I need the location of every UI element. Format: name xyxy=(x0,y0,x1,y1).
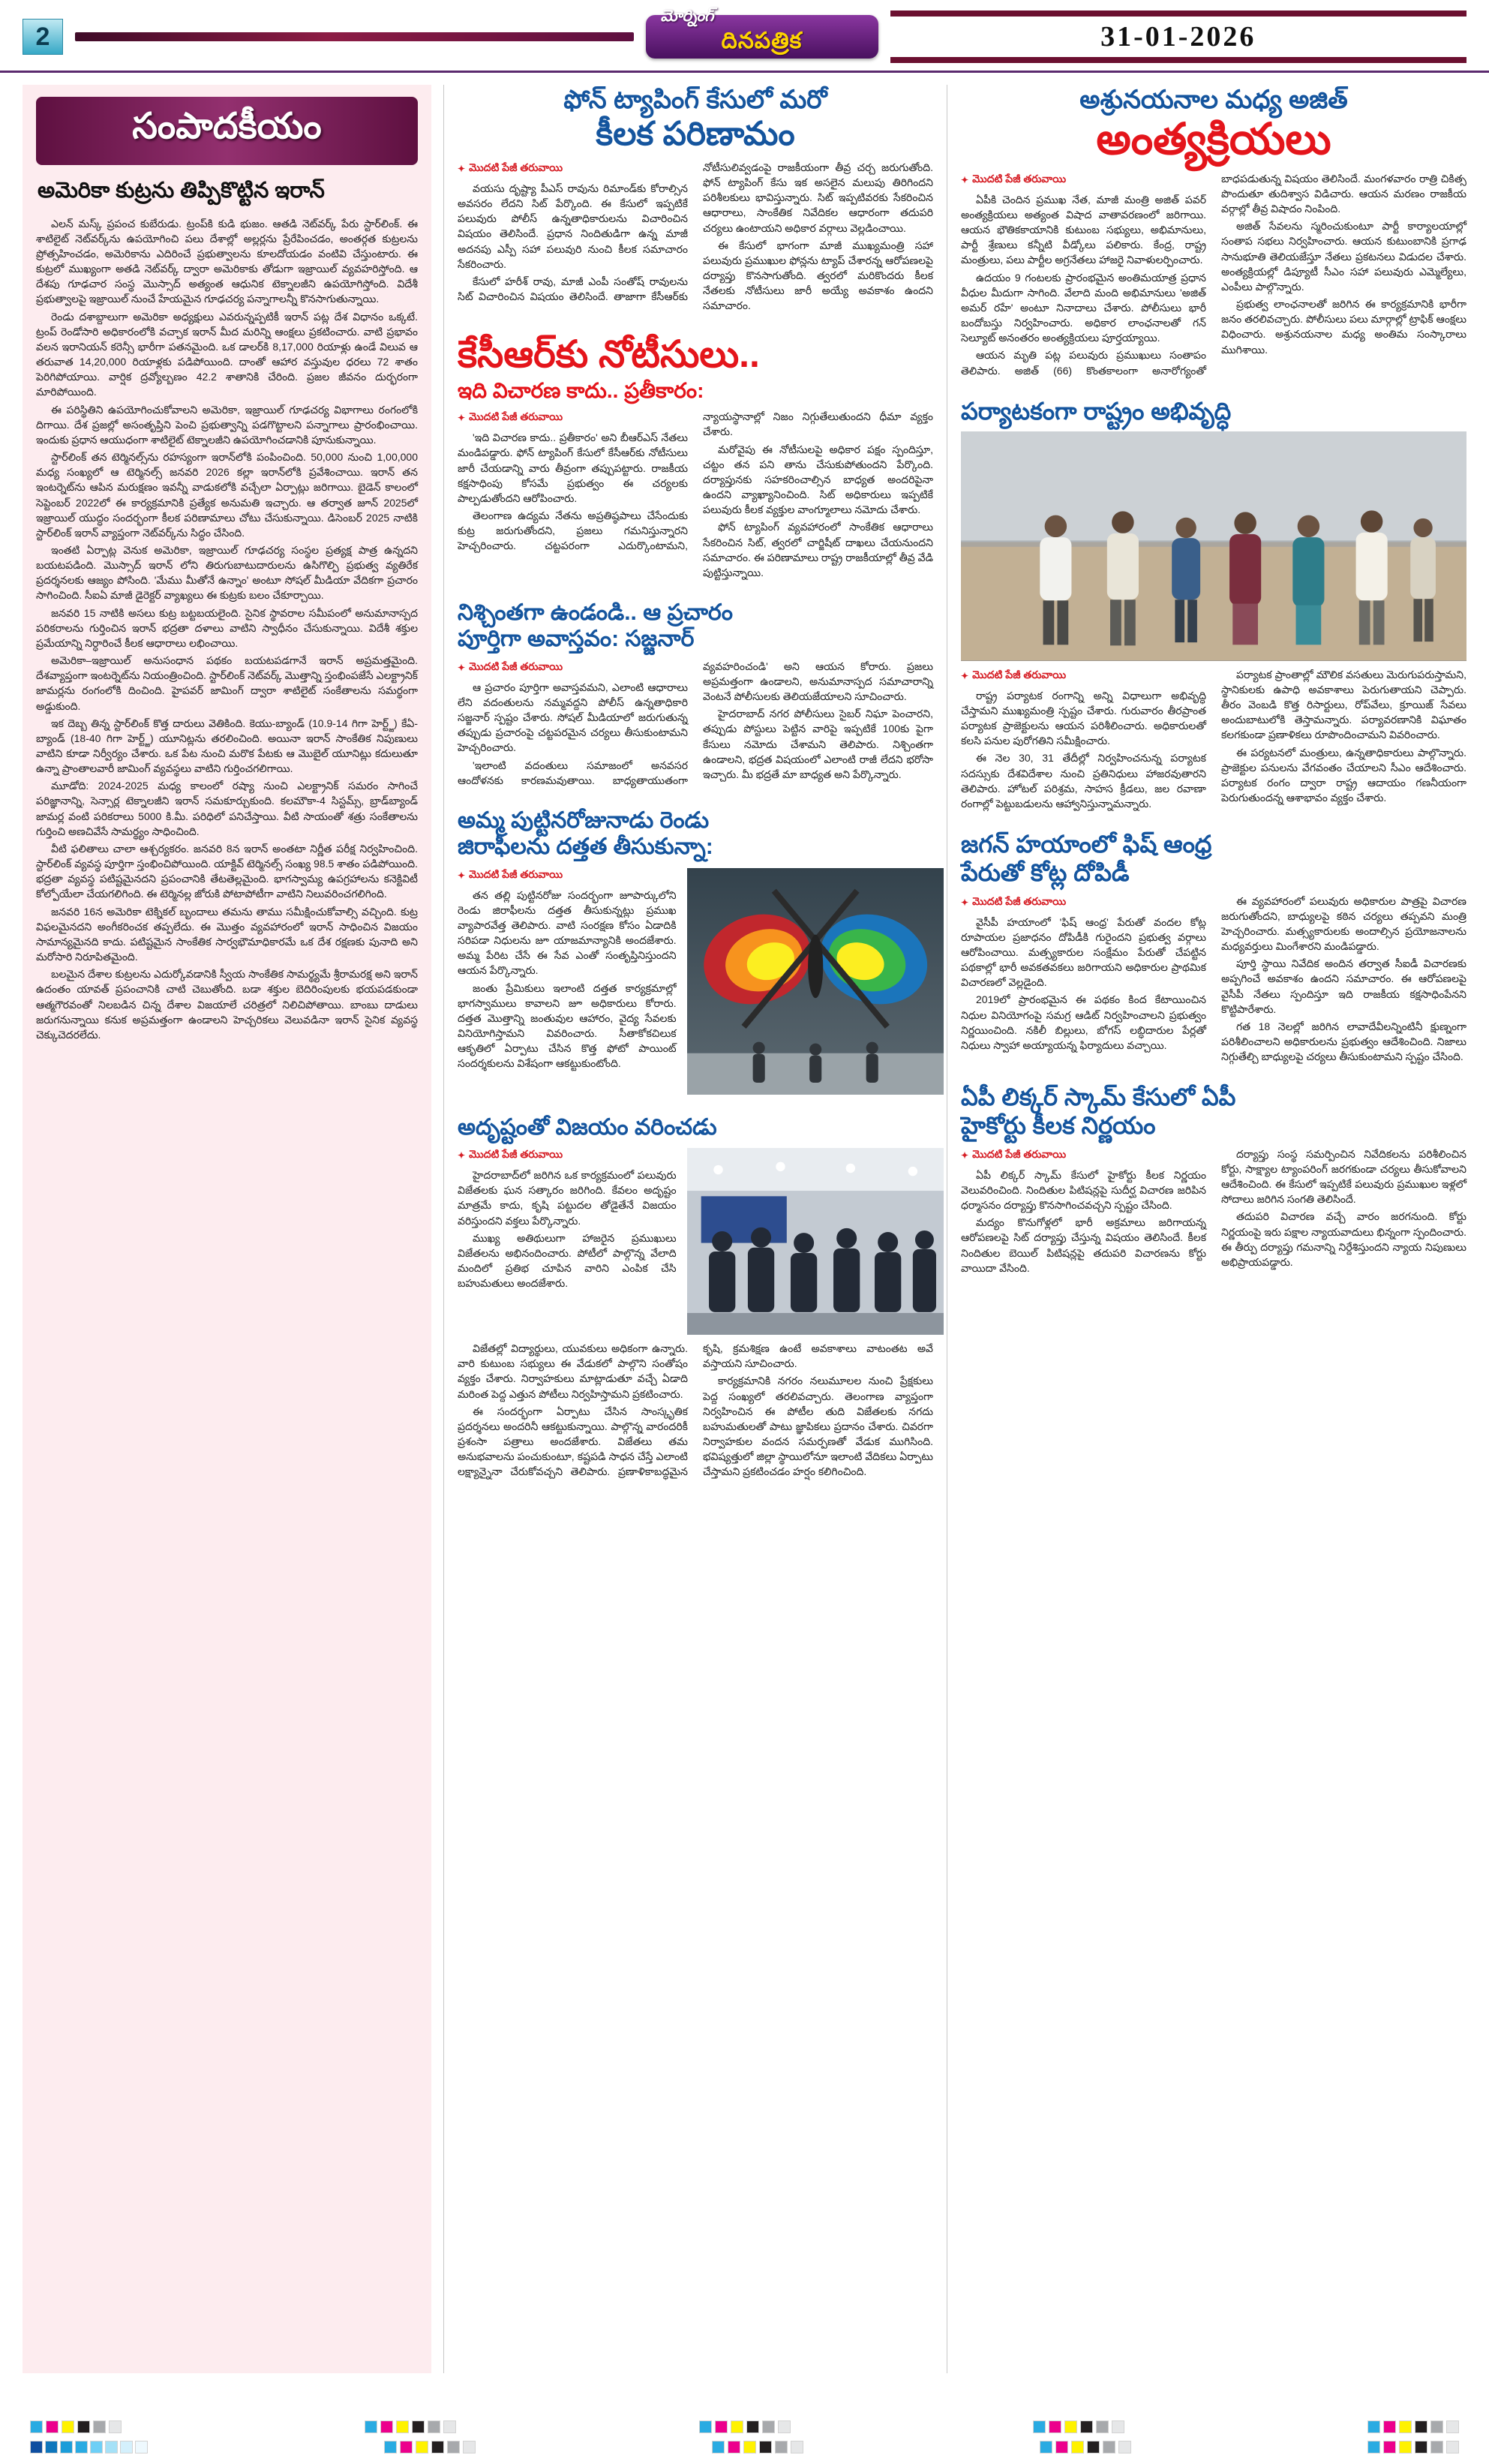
masthead xyxy=(0,0,1489,73)
cmyk-cluster xyxy=(1040,2441,1131,2453)
luck-intro-body xyxy=(458,1146,677,1335)
color-swatch xyxy=(775,2441,788,2453)
middle-column xyxy=(443,85,947,2373)
page-columns xyxy=(0,73,1489,2456)
color-swatch xyxy=(1383,2441,1396,2453)
giraffe-layout xyxy=(458,867,933,1095)
color-swatch xyxy=(1103,2441,1115,2453)
color-swatch xyxy=(46,2420,59,2433)
paragraph: రాష్ట్ర పర్యాటక రంగాన్ని అన్ని విధాలుగా అభివృద్ధి చేస్తామని ముఖ్యమంత్రి స్పష్టం చేశారు. గురువారం తీరప్రాంత పర్యాటక ప్రాజెక్టులను ఆయన పరిశీలించారు. అధికారులతో కలసి పనుల పురోగతిని సమీక్షించారు. xyxy=(961,689,1206,747)
tourism-illustration xyxy=(961,431,1466,660)
color-swatch xyxy=(447,2441,460,2453)
article-luck-victory xyxy=(458,1114,933,1480)
paragraph: జనవరి 15 నాటికి అసలు కుట్ర బట్టబయలైంది. సైనిక స్థావరాల సమీపంలో అనుమానాస్పద పరికరాలను గుర్తించిన ఇరాన్ భద్రతా దళాలు వాటిని స్వాధీనం చేసుకున్నాయి. విదేశీ శక్తుల ప్రమేయాన్ని నిర్ధారించే కీలక ఆధారాలు లభించాయి. xyxy=(36,606,418,649)
color-swatch xyxy=(1096,2420,1109,2433)
paragraph: వీటి ఫలితాలు చాలా ఆశ్చర్యకరం. జనవరి 8న ఇరాన్ అంతటా నిర్ణీత పరీక్ష నిర్వహించింది. స్టార్‌లింక్ వ్యవస్థ పూర్తిగా స్తంభించిపోయింది. యాక్టివ్ టెర్మినల్స్ సంఖ్య 98.5 శాతం పడిపోయింది. భద్రతా వ్యవస్థ పటిష్టమైనదని ప్రపంచానికి తేటతెల్లమైంది. భాగస్వామ్య ఉపగ్రహాలను కనెక్టివిటీ కోల్పోయేలా చేయగలిగింది. ఈ టెర్మినల్ల జోరుకి పోటాపోటీగా వాటిని నిలువరించగలిగింది. xyxy=(36,842,418,900)
continued-byline: ✦ మొదటి పేజీ తరువాయి xyxy=(458,161,563,175)
kcr-notices-subhead: ఇది విచారణ కాదు.. ప్రతీకారం: xyxy=(458,379,704,403)
continued-byline: ✦ మొదటి పేజీ తరువాయి xyxy=(458,867,563,881)
kcr-notices-headline: కేసీఆర్‌కు నోటీసులు.. xyxy=(458,332,760,375)
color-swatch xyxy=(1049,2420,1061,2433)
color-swatch xyxy=(135,2441,148,2453)
felicitation-illustration xyxy=(687,1148,944,1335)
cmyk-cluster xyxy=(1367,2420,1459,2433)
paragraph: పూర్తి స్థాయి నివేదిక అందిన తర్వాత సీఐడీ విచారణకు అప్పగించే అవకాశం ఉందని సమాచారం. ఈ ఆరోపణలపై వైసీపీ నేతలు స్పందిస్తూ ఇది రాజకీయ కక్షసాధింపేనని కొట్టిపారేశారు. xyxy=(1221,957,1466,1015)
cmyk-cluster xyxy=(699,2420,791,2433)
editorial-section-title: సంపాదకీయం xyxy=(36,97,418,165)
color-swatch xyxy=(1367,2420,1380,2433)
continued-star-icon: ✦ xyxy=(458,870,466,881)
ajith-funeral-headline: అశ్రునయనాల మధ్య అజిత్ అంత్యక్రియలు xyxy=(1079,86,1348,164)
color-swatch xyxy=(1080,2420,1093,2433)
color-swatch xyxy=(1033,2420,1046,2433)
article-jagan-fish xyxy=(961,831,1466,1064)
liquor-scam-body xyxy=(961,1146,1466,1276)
continued-star-icon: ✦ xyxy=(961,1149,969,1161)
tourism-photo xyxy=(961,431,1466,660)
color-swatch xyxy=(1087,2441,1100,2453)
butterfly-sculpture-photo xyxy=(687,868,944,1095)
paragraph: బలమైన దేశాల కుట్రలను ఎదుర్కోవడానికి స్వీయ సాంకేతిక సామర్థ్యమే శ్రీరామరక్ష అని ఇరాన్ ఉదంతం యావత్ ప్రపంచానికి చాటి చెబుతోంది. బడా శక్తుల బెదిరింపులకు భయపడకుండా ఆత్మగౌరవంతో నిలబడిన చిన్న దేశాల విజయాలే చరిత్రలో నిలిచిపోతాయి. బాంబు దాడులు జరుగనున్నాయి కనుక అప్రమత్తంగా ఉండాలని హెచ్చరికలు వెలువడినా ఇరాన్ సైనిక వ్యవస్థ చెక్కుచెదరలేదు. xyxy=(36,968,418,1041)
paragraph: మూడోది: 2024-2025 మధ్య కాలంలో రష్యా నుంచి ఎలక్ట్రానిక్ సమరం సాగించే పరిజ్ఞానాన్ని, సెన్సార్ల టెక్నాలజీని ఇరాన్ సమకూర్చుకుంది. కలమౌకా-4 సిస్టమ్స్, బ్రాడ్‌బ్యాండ్ జామర్ల వంటి పరికరాలు 5000 కి.మీ. పరిధిలో పనిచేస్తాయి. వీటి సాయంతో శత్రు సంకేతాలను గుర్తించి అణచివేసే సామర్థ్యం సాధించింది. xyxy=(36,780,418,837)
paragraph: హైదరాబాద్ నగర పోలీసులు సైబర్ నిఘా పెంచారని, తప్పుడు పోస్టులు పెట్టిన వారిపై ఇప్పటికే 100కు పైగా కేసులు నమోదు చేశామని తెలిపారు. నిశ్చింతగా ఉండాలని, భద్రత విషయంలో ఎలాంటి రాజీ లేదని భరోసా ఇచ్చారు. మీ భద్రతే మా బాధ్యత అని పేర్కొన్నారు. xyxy=(703,708,933,780)
article-tourism xyxy=(961,398,1466,811)
continued-star-icon: ✦ xyxy=(458,413,466,424)
paragraph: ఈ నెల 30, 31 తేదీల్లో నిర్వహించనున్న పర్యాటక సదస్సుకు దేశవిదేశాల నుంచి ప్రతినిధులు హాజరవుతారని తెలిపారు. హోటల్ పరిశ్రమ, సాహస క్రీడలు, జల రవాణా రంగాల్లో పెట్టుబడులను ఆహ్వానిస్తున్నామన్నారు. xyxy=(961,752,1206,810)
butterfly-photo-cell xyxy=(687,867,944,1095)
continued-byline: ✦ మొదటి పేజీ తరువాయి xyxy=(458,660,563,673)
paragraph: ఈ సందర్భంగా ఏర్పాటు చేసిన సాంస్కృతిక ప్రదర్శనలు అందరినీ ఆకట్టుకున్నాయి. పాల్గొన్న వారందరికీ ప్రశంసా పత్రాలు అందజేశారు. విజేతలు తమ అనుభవాలను పంచుకుంటూ, కష్టపడి సాధన చేస్తే ఎలాంటి లక్ష్యాన్నైనా చేరుకోవచ్చని తెలిపారు. ప్రణాళికాబద్ధమైన కృషి, క్రమశిక్షణ ఉంటే అవకాశాలు వాటంతట అవే వస్తాయని సూచించారు. xyxy=(458,1342,933,1478)
cmyk-cluster xyxy=(30,2420,122,2433)
color-swatch xyxy=(1446,2441,1459,2453)
tourism-headline: పర్యాటకంగా రాష్ట్రం అభివృద్ధి xyxy=(961,397,1232,425)
color-swatch xyxy=(1415,2441,1427,2453)
sajjanar-body xyxy=(458,659,933,788)
paragraph: ఆ ప్రచారం పూర్తిగా అవాస్తవమని, ఎలాంటి ఆధారాలు లేని వదంతులను నమ్మవద్దని పోలీస్ ఉన్నతాధికారి సజ్జనార్ స్పష్టం చేశారు. సోషల్ మీడియాలో జరుగుతున్న తప్పుడు ప్రచారంపై చట్టపరమైన చర్యలు తీసుకుంటామని హెచ్చరించారు. xyxy=(458,681,688,754)
continued-byline: ✦ మొదటి పేజీ తరువాయి xyxy=(961,1147,1067,1161)
color-swatch xyxy=(416,2441,428,2453)
continued-star-icon: ✦ xyxy=(458,662,466,673)
continued-star-icon: ✦ xyxy=(458,164,466,175)
right-column xyxy=(947,85,1466,2373)
article-kcr-notices xyxy=(458,333,933,580)
newspaper-logo xyxy=(646,8,878,59)
color-swatch xyxy=(396,2420,409,2433)
color-swatch xyxy=(365,2420,377,2433)
logo-main-text: దినపత్రిక xyxy=(721,29,803,53)
color-swatch xyxy=(746,2420,759,2433)
continued-byline: ✦ మొదటి పేజీ తరువాయి xyxy=(458,1148,563,1161)
color-swatch xyxy=(731,2420,743,2433)
butterfly-sculpture-illustration xyxy=(687,868,944,1095)
paragraph: వైసీపీ హయాంలో 'ఫిష్ ఆంధ్ర' పేరుతో వందల కోట్ల రూపాయల ప్రజాధనం దోపిడీకి గురైందని ప్రభుత్వ వర్గాలు ఆరోపించాయి. మత్స్యకారుల సంక్షేమం పేరుతో చేపట్టిన పథకాల్లో భారీ అవకతవకలు జరిగాయని అధికారుల ప్రాథమిక విచారణలో వెల్లడైంది. xyxy=(961,915,1206,989)
color-swatch xyxy=(1040,2441,1052,2453)
color-swatch xyxy=(1055,2441,1068,2453)
date-text: 31-01-2026 xyxy=(1100,21,1256,53)
color-swatch xyxy=(105,2441,118,2453)
blue-strip xyxy=(30,2441,148,2453)
paragraph: పర్యాటక ప్రాంతాల్లో మౌలిక వసతులు మెరుగుపరుస్తామని, స్థానికులకు ఉపాధి అవకాశాలు పెరుగుతాయని చెప్పారు. తీరం వెంబడి కొత్త రిసార్టులు, రోప్‌వేలు, క్రూయిజ్ సేవలు అందుబాటులోకి తెస్తామన్నారు. పర్యావరణానికి విఘాతం కలగకుండా ప్రణాళికలు రూపొందించామని వివరించారు. xyxy=(1221,668,1466,741)
editorial-body xyxy=(36,216,418,1042)
paragraph: ప్రభుత్వ లాంఛనాలతో జరిగిన ఈ కార్యక్రమానికి భారీగా జనం తరలివచ్చారు. పోలీసులు పలు మార్గాల్లో ట్రాఫిక్ ఆంక్షలు విధించారు. అశ్రునయనాల మధ్య అంతిమ సంస్కారాలు ముగిశాయి. xyxy=(1221,298,1466,356)
giraffe-body xyxy=(458,867,677,1095)
color-swatch xyxy=(1071,2441,1084,2453)
continued-byline: ✦ మొదటి పేజీ తరువాయి xyxy=(961,668,1067,681)
article-giraffe-adoption xyxy=(458,807,933,1095)
paragraph: కార్యక్రమానికి నగరం నలుమూలల నుంచి ప్రేక్షకులు పెద్ద సంఖ్యలో తరలివచ్చారు. తెలంగాణ వ్యాప్తంగా నిర్వహించిన ఈ పోటీల తుది విజేతలకు నగదు బహుమతులతో పాటు జ్ఞాపికలు ప్రదానం చేశారు. చివరగా నిర్వాహకుల వందన సమర్పణతో వేడుక ముగిసింది. భవిష్యత్తులో జిల్లా స్థాయిలోనూ ఇలాంటి వేదికలు ఏర్పాటు చేస్తామని ప్రకటించడం హర్షం కలిగించింది. xyxy=(703,1375,933,1478)
color-swatch xyxy=(1367,2441,1380,2453)
cmyk-cluster xyxy=(1033,2420,1124,2433)
cmyk-cluster xyxy=(712,2441,803,2453)
ajith-funeral-body xyxy=(961,171,1466,378)
reg-row-top xyxy=(30,2420,1459,2433)
color-swatch xyxy=(30,2420,43,2433)
continued-byline: ✦ మొదటి పేజీ తరువాయి xyxy=(961,172,1067,185)
color-swatch xyxy=(1430,2420,1443,2433)
kcr-notices-body xyxy=(458,409,933,580)
color-swatch xyxy=(1383,2420,1396,2433)
color-swatch xyxy=(443,2420,456,2433)
paragraph: ఈ వ్యవహారంలో పలువురు అధికారుల పాత్రపై విచారణ జరుగుతోందని, బాధ్యులపై కఠిన చర్యలు తప్పవని మంత్రి హెచ్చరించారు. మత్స్యకారులకు అందాల్సిన ప్రయోజనాలను మధ్యవర్తులు మింగేశారని మండిపడ్డారు. xyxy=(1221,894,1466,953)
color-swatch xyxy=(1064,2420,1077,2433)
paragraph: తదుపరి విచారణ వచ్చే వారం జరగనుంది. కోర్టు నిర్ణయంపై ఇరు పక్షాల న్యాయవాదులు భిన్నంగా స్పందించారు. ఈ తీర్పు దర్యాప్తు గమనాన్ని నిర్దేశిస్తుందని న్యాయ నిపుణులు అభిప్రాయపడ్డారు. xyxy=(1221,1210,1466,1268)
color-swatch xyxy=(1446,2420,1459,2433)
paragraph: వయసు దృష్ట్యా పీఎస్ రావును రిమాండ్‌కు కోరాల్సిన అవసరం లేదని సిట్ పేర్కొంది. ఈ కేసులో ఇప్పటికే పలువురు పోలీస్ ఉన్నతాధికారులను విచారించిన విషయం తెలిసిందే. ప్రధాన నిందితుడిగా ఉన్న మాజీ అదనపు ఎస్పీ సహా పలువురి నుంచి కీలక సమాచారం సేకరించారు. xyxy=(458,182,688,270)
color-swatch xyxy=(1399,2441,1412,2453)
paragraph: 2019లో ప్రారంభమైన ఈ పథకం కింద కేటాయించిన నిధుల వినియోగంపై సమగ్ర ఆడిట్ నిర్వహించాలని ప్రభుత్వం నిర్ణయించింది. నకిలీ బిల్లులు, బోగస్ లబ్ధిదారుల పేర్లతో నిధులు స్వాహా అయ్యాయన్న ఫిర్యాదులు వచ్చాయి. xyxy=(961,993,1206,1051)
color-swatch xyxy=(428,2420,440,2433)
color-swatch xyxy=(400,2441,413,2453)
felicitation-photo xyxy=(687,1148,944,1335)
continued-star-icon: ✦ xyxy=(458,1150,466,1161)
logo-script-text: మోర్నింగ్ xyxy=(660,8,714,25)
color-swatch xyxy=(1430,2441,1443,2453)
color-swatch xyxy=(109,2420,122,2433)
color-swatch xyxy=(45,2441,58,2453)
color-swatch xyxy=(699,2420,712,2433)
page-date xyxy=(890,11,1467,63)
paragraph: స్టార్‌లింక్ తన టెర్మినల్స్‌ను రహస్యంగా ఇరాన్‌లోకి పంపించింది. 50,000 నుంచి 1,00,000 మధ్య సంఖ్యలో ఆ టెర్మినల్స్ జనవరి 2026 కల్లా ఇరాన్‌లోకి ప్రవేశించాయి. ఇరాన్ తన ఇంటర్నెట్‌ను ఆపిన మరుక్షణం ఇవన్నీ వాడుకలోకి వచ్చేలా ఏర్పాట్లు జరిగాయి. బైడెన్ కాలంలో సెప్టెంబర్ 2022లో ఈ కార్యక్రమానికి ప్రత్యేక అనుమతి ఇచ్చారు. ఆ తర్వాత జూన్ 2025లో ఇజ్రాయిల్ యుద్ధం సందర్భంగా కీలక పరిణామాలు చోటు చేసుకున్నాయి. డిసెంబర్ 2025 నాటికి స్టార్‌లింక్ ఇరాన్ వ్యాప్తంగా నెట్‌వర్క్‌ను సిద్ధం చేసింది. xyxy=(36,451,418,539)
paragraph: ఏపీ లిక్కర్ స్కామ్ కేసులో హైకోర్టు కీలక నిర్ణయం వెలువరించింది. నిందితుల పిటిషన్లపై సుదీర్ఘ విచారణ జరిపిన ధర్మాసనం దర్యాప్తు కొనసాగించవచ్చని స్పష్టం చేసింది. xyxy=(961,1168,1206,1212)
paragraph: 'ఇది విచారణ కాదు.. ప్రతీకారం' అని బీఆర్ఎస్ నేతలు మండిపడ్డారు. ఫోన్ ట్యాపింగ్ కేసులో కేసీఆర్‌కు నోటీసులు జారీ చేయడాన్ని వారు తీవ్రంగా తప్పుపట్టారు. రాజకీయ కక్షసాధింపు కోసమే ప్రభుత్వం ఈ చర్యలకు పాల్పడుతోందని ఆరోపించారు. xyxy=(458,431,688,504)
paragraph: అజిత్ సేవలను స్మరించుకుంటూ పార్టీ కార్యాలయాల్లో సంతాప సభలు నిర్వహించారు. ఆయన కుటుంబానికి ప్రగాఢ సానుభూతి తెలియజేస్తూ నేతలు ప్రకటనలు విడుదల చేశారు. అంత్యక్రియల్లో డిప్యూటీ సీఎం సహా పలువురు ఎమ్మెల్యేలు, ఎంపీలు పాల్గొన్నారు. xyxy=(1221,220,1466,293)
color-swatch xyxy=(77,2420,90,2433)
paragraph: జనవరి 16న అమెరికా టెక్నికల్ బృందాలు తమను తాము సమీక్షించుకోవాల్సి వచ్చింది. కుట్ర విఫలమైనదని అంగీకరించక తప్పలేదు. ఈ మొత్తం వ్యవహారంలో ఇరాన్ సాధించిన విజయం సామాన్యమైనది కాదు. పటిష్టమైన సాంకేతిక సార్వభౌమాధికారమే ఒక దేశ రక్షణకు పునాది అని మరోసారి నిరూపితమైంది. xyxy=(36,905,418,963)
paragraph: హైదరాబాద్‌లో జరిగిన ఒక కార్యక్రమంలో పలువురు విజేతలకు ఘన సత్కారం జరిగింది. కేవలం అదృష్టం మాత్రమే కాదు, కృషి పట్టుదల తోడైతేనే విజయం వరిస్తుందని వక్తలు పేర్కొన్నారు. xyxy=(458,1169,677,1227)
editorial-panel xyxy=(23,85,431,2373)
paragraph: ఎలన్ మస్క్ ప్రపంచ కుబేరుడు. ట్రంప్‌కి కుడి భుజం. ఆతడి నెట్‌వర్క్ పేరు స్టార్‌లింక్. ఈ శాటిలైట్ నెట్‌వర్క్‌ను ఉపయోగించి పలు దేశాల్లో అల్లర్లను ప్రేరేపించడం, అంతర్గత కుట్రలను ప్రోత్సహించడం, అమెరికాను ఎదిరించే ప్రభుత్వాలను కూలదోయడం వంటివి చేస్తుంటారు. ఈ కుట్రలో ముఖ్యంగా అతడి నెట్‌వర్క్ ద్వారా అమెరికాకు తోడుగా ఇజ్రాయిల్ వ్యవహరిస్తోంది. ఆ దేశపు గూఢచార సంస్థ మొస్సాద్ అత్యంత ఆధునిక టెక్నాలజీని ఉపయోగిస్తోంది. విదేశీ ప్రభుత్వాలపై ఇజ్రాయిల్ నుంచే హేయమైన గూఢచర్య పన్నాగాలన్నీ కొనసాగుతున్నాయి. xyxy=(36,217,418,305)
paragraph: గత 18 నెలల్లో జరిగిన లావాదేవీలన్నింటినీ క్షుణ్నంగా పరిశీలించాలని అధికారులను ప్రభుత్వం ఆదేశించింది. నిజాలు నిగ్గుతేల్చి బాధ్యులపై చర్యలు తీసుకుంటామని స్పష్టం చేసింది. xyxy=(1221,1020,1466,1063)
article-liquor-scam xyxy=(961,1083,1466,1276)
continued-byline: ✦ మొదటి పేజీ తరువాయి xyxy=(458,410,563,424)
cmyk-cluster xyxy=(1367,2441,1459,2453)
editorial-headline: అమెరికా కుట్రను తిప్పికొట్టిన ఇరాన్ xyxy=(38,179,325,203)
color-swatch xyxy=(431,2441,444,2453)
luck-layout xyxy=(458,1146,933,1335)
paragraph: ఫోన్ ట్యాపింగ్ వ్యవహారంలో సాంకేతిక ఆధారాలు సేకరించిన సిట్, త్వరలో చార్జిషీట్ దాఖలు చేయనుందని సమాచారం. ఈ పరిణామాలు రాష్ట్ర రాజకీయాల్లో తీవ్ర వేడి పుట్టిస్తున్నాయి. xyxy=(703,521,933,578)
sajjanar-headline: నిశ్చింతగా ఉండండి.. ఆ ప్రచారం పూర్తిగా అవాస్తవం: సజ్జనార్ xyxy=(458,599,733,652)
continued-star-icon: ✦ xyxy=(961,897,969,908)
color-swatch xyxy=(728,2441,740,2453)
color-swatch xyxy=(1118,2441,1131,2453)
article-sajjanar xyxy=(458,599,933,788)
paragraph: 'ఇలాంటి వదంతులు సమాజంలో అనవసర ఆందోళనకు కారణమవుతాయి. బాధ్యతాయుతంగా వ్యవహరించండి' అని ఆయన కోరారు. ప్రజలు అప్రమత్తంగా ఉండాలని, అనుమానాస్పద సమాచారాన్ని వెంటనే పోలీసులకు తెలియజేయాలని సూచించారు. xyxy=(458,660,933,786)
color-swatch xyxy=(743,2441,756,2453)
page-number: 2 xyxy=(23,19,63,55)
paragraph: మద్యం కొనుగోళ్లలో భారీ అక్రమాలు జరిగాయన్న ఆరోపణలపై సిట్ దర్యాప్తు చేస్తున్న విషయం తెలిసిందే. కీలక నిందితుల బెయిల్ పిటిషన్లపై తదుపరి విచారణను కోర్టు వాయిదా వేసింది. xyxy=(961,1216,1206,1274)
paragraph: అమెరికా–ఇజ్రాయిల్ అనుసంధాన పథకం బయటపడగానే ఇరాన్ అప్రమత్తమైంది. దేశవ్యాప్తంగా ఇంటర్నెట్‌ను నియంత్రించింది. స్టార్‌లింక్ నెట్‌వర్క్ మొత్తాన్ని స్తంభింపజేసే ఎలక్ట్రానిక్ జామర్లను రంగంలోకి దించింది. హైపవర్ జామింగ్ ద్వారా శాటిలైట్ సంకేతాలను సమర్థంగా అడ్డుకుంది. xyxy=(36,654,418,712)
color-swatch xyxy=(759,2441,772,2453)
jagan-fish-body xyxy=(961,894,1466,1065)
color-swatch xyxy=(463,2441,476,2453)
color-swatch xyxy=(762,2420,775,2433)
phone-tapping-body xyxy=(458,160,933,314)
article-ajith-funeral xyxy=(961,85,1466,378)
reg-row-bottom xyxy=(30,2441,1459,2453)
tourism-body xyxy=(961,667,1466,811)
paragraph: ఏపీకి చెందిన ప్రముఖ నేత, మాజీ మంత్రి అజిత్ పవర్ అంత్యక్రియలు అత్యంత విషాద వాతావరణంలో జరిగాయి. ఆయన భౌతికకాయానికి కుటుంబ సభ్యులు, అభిమానులు, పార్టీ శ్రేణులు కన్నీటి వీడ్కోలు పలికారు. కేంద్ర, రాష్ట్ర మంత్రులు, పలు పార్టీల అగ్రనేతలు హాజరై నివాళులర్పించారు. xyxy=(961,193,1206,266)
paragraph: విజేతల్లో విద్యార్థులు, యువకులు అధికంగా ఉన్నారు. వారి కుటుంబ సభ్యులు ఈ వేడుకలో పాల్గొని సంతోషం వ్యక్తం చేశారు. నిర్వాహకులు మాట్లాడుతూ వచ్చే ఏడాది మరింత పెద్ద ఎత్తున పోటీలు నిర్వహిస్తామని ప్రకటించారు. xyxy=(458,1342,688,1400)
paragraph: ముఖ్య అతిథులుగా హాజరైన ప్రముఖులు విజేతలను అభినందించారు. పోటీలో పాల్గొన్న వేలాది మందిలో ప్రతిభ చూపిన వారిని ఎంపిక చేసి బహుమతులు అందజేశారు. xyxy=(458,1231,677,1290)
registration-marks xyxy=(30,2413,1459,2453)
paragraph: ఈ పర్యటనలో మంత్రులు, ఉన్నతాధికారులు పాల్గొన్నారు. ప్రాజెక్టుల పనులను వేగవంతం చేయాలని సీఎం ఆదేశించారు. పర్యాటక రంగం ద్వారా రాష్ట్ర ఆదాయం గణనీయంగా పెరుగుతుందన్న ఆశాభావం వ్యక్తం చేశారు. xyxy=(1221,746,1466,804)
color-swatch xyxy=(384,2441,397,2453)
color-swatch xyxy=(791,2441,803,2453)
color-swatch xyxy=(1112,2420,1124,2433)
color-swatch xyxy=(30,2441,43,2453)
color-swatch xyxy=(778,2420,791,2433)
liquor-scam-headline: ఏపీ లిక్కర్ స్కామ్ కేసులో ఏపీ హైకోర్టు కీలక నిర్ణయం xyxy=(961,1083,1236,1140)
color-swatch xyxy=(75,2441,88,2453)
color-swatch xyxy=(90,2441,103,2453)
paragraph: ఇక దెబ్బ తిన్న స్టార్‌లింక్ కొత్త దారులు వెతికింది. కెయు-బ్యాండ్ (10.9-14 గిగా హెర్ట్జ్) కేఏ-బ్యాండ్ (18-40 గిగా హెర్ట్జ్) యూనిట్లను తరలించింది. అయినా ఇరాన్ సాంకేతిక నిపుణులు వాటిని కూడా నిర్వీర్యం చేశారు. ఒక పేట నుంచి మరొక పేటకు ఆ మొబైల్ యూనిట్లు కదులుతూ ఉన్నా ప్రాంతాలవారీ జామింగ్ వ్యవస్థలు వాటిని గుర్తించగలిగాయి. xyxy=(36,717,418,775)
paragraph: ఈ పరిస్థితిని ఉపయోగించుకోవాలని అమెరికా, ఇజ్రాయిల్ గూఢచర్య విభాగాలు రంగంలోకి దిగాయి. దేశ ప్రజల్లో అసంతృప్తిని పెంచి ప్రభుత్వాన్ని పడగొట్టాలని పన్నాగాలు ప్రారంభించాయి. ఇందుకు ప్రధాన ఆయుధంగా శాటిలైట్ టెక్నాలజీని ఉపయోగించడానికి పూనుకున్నాయి. xyxy=(36,403,418,446)
paragraph: మరోవైపు ఈ నోటీసులపై అధికార పక్షం స్పందిస్తూ, చట్టం తన పని తాను చేసుకుపోతుందని పేర్కొంది. దర్యాప్తునకు సహకరించాల్సిన బాధ్యత అందరిపైనా ఉందని వ్యాఖ్యానించింది. సిట్ అధికారులు ఇప్పటికే పలువురు కీలక వ్యక్తుల వాంగ్మూలాలు నమోదు చేశారు. xyxy=(703,443,933,516)
jagan-fish-headline: జగన్ హయాంలో ఫిష్ ఆంధ్ర పేరుతో కోట్ల దోపిడీ xyxy=(961,831,1212,886)
felicitation-photo-cell xyxy=(687,1146,944,1335)
color-swatch xyxy=(712,2441,725,2453)
continued-star-icon: ✦ xyxy=(961,174,969,185)
paragraph: తన తల్లి పుట్టినరోజు సందర్భంగా జూపార్కులోని రెండు జిరాఫీలను దత్తత తీసుకున్నట్లు ప్రముఖ వ్యాపారవేత్త తెలిపారు. వాటి సంరక్షణ కోసం ఏడాదికి సరిపడా నిధులను జూ యాజమాన్యానికి అందజేశారు. అమ్మ పేరిట చేసే ఈ సేవ ఎంతో సంతృప్తినిస్తుందని ఆయన పేర్కొన్నారు. xyxy=(458,888,677,977)
paragraph: రెండు దశాబ్దాలుగా అమెరికా అధ్యక్షులు ఎవరున్నప్పటికీ ఇరాన్ పట్ల దేశ విధానం ఒక్కటే. ట్రంప్ రెండోసారి అధికారంలోకి వచ్చాక ఇరాన్ మీద మరిన్ని ఆంక్షలు ప్రకటించారు. వాటి ప్రభావం వలన ఇరానియన్ కరెన్సీ భారీగా పతనమైంది. ఒక డాలర్‌కి 8,17,000 రియాళ్లు ఉండే విలువ ఆ తరువాత 14,20,000 రియాళ్లకు పడిపోయింది. దాంతో ఆహార వస్తువుల ధరలు 72 శాతం పెరిగిపోయాయి. వార్షిక ద్రవ్యోల్బణం 42.2 శాతానికి చేరింది. ప్రజల జీవనం దుర్భరంగా మారిపోయింది. xyxy=(36,310,418,398)
paragraph: కేసులో హరీశ్ రావు, మాజీ ఎంపీ సంతోష్ రావులను సిట్ విచారించిన విషయం తెలిసిందే. తాజాగా కేసీఆర్‌కు నోటీసులివ్వడంపై రాజకీయంగా తీవ్ర చర్చ జరుగుతోంది. ఫోన్ ట్యాపింగ్ కేసు ఇక అసలైన మలుపు తిరిగిందని పరిశీలకులు భావిస్తున్నారు. సిట్ ఇప్పటివరకు సేకరించిన ఆధారాలు, సాంకేతిక నివేదికల ఆధారంగా తదుపరి చర్యలు ఉంటాయని అధికార వర్గాలు వెల్లడించాయి. xyxy=(458,161,933,303)
cmyk-cluster xyxy=(365,2420,456,2433)
continued-byline: ✦ మొదటి పేజీ తరువాయి xyxy=(961,894,1067,908)
luck-headline: అదృష్టంతో విజయం వరించడు xyxy=(458,1114,717,1140)
color-swatch xyxy=(62,2420,74,2433)
paragraph: ఆయన మృతి పట్ల పలువురు ప్రముఖులు సంతాపం తెలిపారు. అజిత్ (66) కొంతకాలంగా అనారోగ్యంతో బాధపడుతున్న విషయం తెలిసిందే. మంగళవారం రాత్రి చికిత్స పొందుతూ తుదిశ్వాస విడిచారు. ఆయన మరణం రాజకీయ వర్గాల్లో తీవ్ర విషాదం నింపింది. xyxy=(961,172,1466,377)
paragraph: దర్యాప్తు సంస్థ సమర్పించిన నివేదికలను పరిశీలించిన కోర్టు, సాక్ష్యాల ట్యాంపరింగ్ జరగకుండా చర్యలు తీసుకోవాలని ఆదేశించింది. ఈ కేసులో ఇప్పటికే పలువురు ప్రముఖుల ఇళ్లలో సోదాలు జరిగిన సంగతి తెలిసిందే. xyxy=(1221,1147,1466,1206)
paragraph: జంతు ప్రేమికులు ఇలాంటి దత్తత కార్యక్రమాల్లో భాగస్వాములు కావాలని జూ అధికారులు కోరారు. దత్తత మొత్తాన్ని జంతువుల ఆహారం, వైద్య సేవలకు వినియోగిస్తామని వివరించారు. సీతాకోకచిలుక ఆకృతిలో ఏర్పాటు చేసిన కొత్త ఫోటో పాయింట్ సందర్శకులను విశేషంగా ఆకట్టుకుంటోంది. xyxy=(458,981,677,1070)
color-swatch xyxy=(412,2420,425,2433)
article-phone-tapping xyxy=(458,85,933,314)
luck-rest-body xyxy=(458,1341,933,1480)
color-swatch xyxy=(93,2420,106,2433)
cmyk-cluster xyxy=(384,2441,476,2453)
color-swatch xyxy=(120,2441,133,2453)
header-rule-left xyxy=(75,32,634,41)
color-swatch xyxy=(380,2420,393,2433)
paragraph: ఈ కేసులో భాగంగా మాజీ ముఖ్యమంత్రి సహా పలువురు ప్రముఖుల ఫోన్లను ట్యాప్ చేశారన్న ఆరోపణలపై దర్యాప్తు కొనసాగుతోంది. త్వరలో మరికొందరు కీలక నేతలకు నోటీసులు జారీ అయ్యే అవకాశం ఉందని సమాచారం. xyxy=(703,239,933,312)
color-swatch xyxy=(1415,2420,1427,2433)
giraffe-headline: అమ్మ పుట్టినరోజునాడు రెండు జిరాఫీలను దత్తత తీసుకున్నా: xyxy=(458,807,713,860)
color-swatch xyxy=(715,2420,728,2433)
continued-star-icon: ✦ xyxy=(961,670,969,681)
editorial-column xyxy=(23,85,431,2373)
color-swatch xyxy=(1399,2420,1412,2433)
paragraph: ఇంతటి ఏర్పాట్ల వెనుక అమెరికా, ఇజ్రాయిల్ గూఢచర్య సంస్థల ప్రత్యక్ష పాత్ర ఉన్నదని బయటపడింది. మొస్సాద్ ఇరాన్ లోని తిరుగుబాటుదారులను ఉసిగొల్పి ప్రభుత్వ వ్యతిరేక ప్రదర్శనలకు ఆజ్యం పోసింది. 'మేము మీతోనే ఉన్నాం' అంటూ సోషల్ మీడియా వేదికగా ప్రచారం సాగించింది. సీఐఏ మాజీ డైరెక్టర్ వ్యాఖ్యలు ఈ కుట్రకు బలం చేకూర్చాయి. xyxy=(36,543,418,602)
paragraph: తెలంగాణ ఉద్యమ నేతను అప్రతిష్ఠపాలు చేసేందుకు కుట్ర జరుగుతోందని, ప్రజలు గమనిస్తున్నారని హెచ్చరించారు. చట్టపరంగా ఎదుర్కొంటామని, న్యాయస్థానాల్లో నిజం నిగ్గుతేలుతుందని ధీమా వ్యక్తం చేశారు. xyxy=(458,410,933,552)
paragraph: ఉదయం 9 గంటలకు ప్రారంభమైన అంతిమయాత్ర ప్రధాన వీధుల మీదుగా సాగింది. వేలాది మంది అభిమానులు 'అజిత్ అమర్ రహే' అంటూ నినాదాలు చేశారు. పోలీసులు భారీ బందోబస్తు నిర్వహించారు. అధికార లాంఛనాలతో గన్ సెల్యూట్ అనంతరం అంత్యక్రియలు పూర్తయ్యాయి. xyxy=(961,271,1206,344)
color-swatch xyxy=(60,2441,73,2453)
phone-tapping-headline: ఫోన్ ట్యాపింగ్ కేసులో మరో కీలక పరిణామం xyxy=(563,86,827,153)
